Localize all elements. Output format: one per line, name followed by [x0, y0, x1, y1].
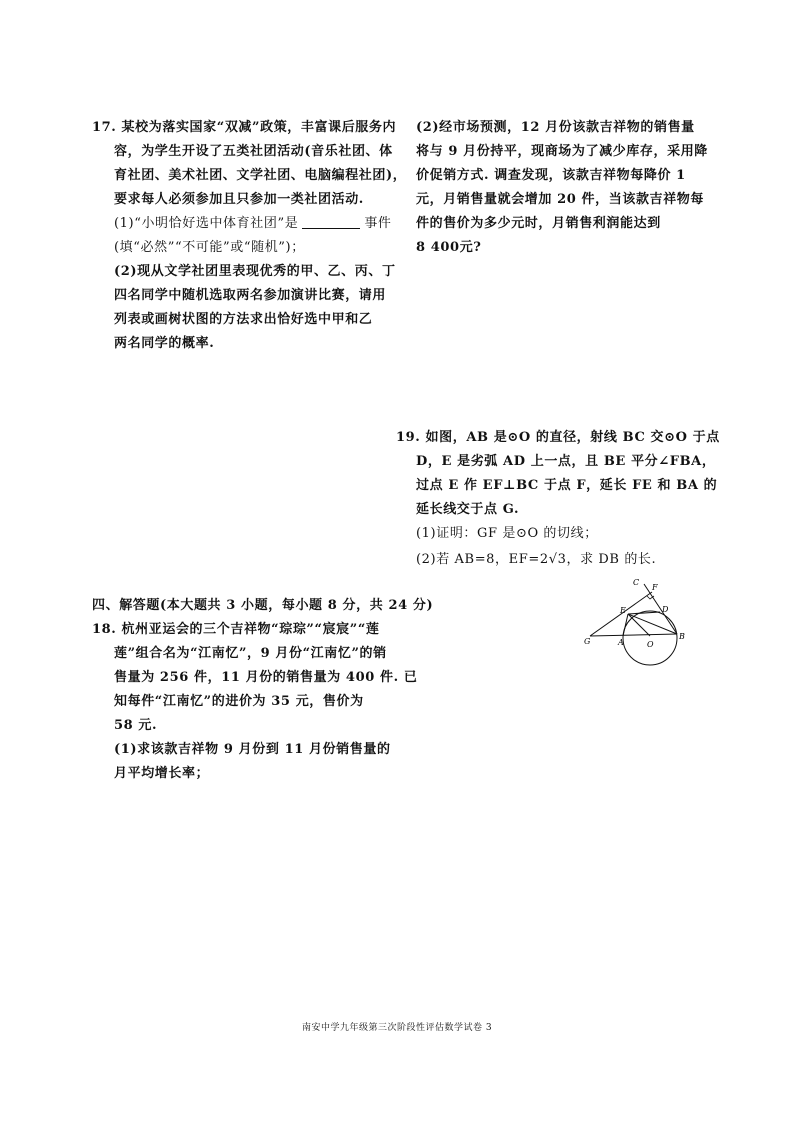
q18-line-4: 知每件“江南忆”的进价为 35 元，售价为 [114, 694, 364, 709]
q18-line-3: 售量为 256 件，11 月份的销售量为 400 件. 已 [114, 670, 418, 685]
label-b: B [679, 632, 685, 641]
q19-line-3: 过点 E 作 EF⊥BC 于点 F，延长 FE 和 BA 的 [416, 478, 718, 493]
section-4-heading: 四、解答题(本大题共 3 小题，每小题 8 分，共 24 分) [92, 598, 434, 613]
line-ae [623, 614, 628, 636]
line-ed [628, 612, 660, 614]
q18-line-1: 18. 杭州亚运会的三个吉祥物“琮琮”“宸宸”“莲 [92, 622, 380, 637]
page-footer: 南安中学九年级第三次阶段性评估数学试卷 3 [301, 1023, 493, 1033]
line-oe [628, 614, 650, 636]
q17-part1 [114, 216, 392, 232]
circle-o [623, 611, 677, 665]
q18-part1-line-2: 月平均增长率； [114, 766, 210, 781]
q19-line-1: 19. 如图，AB 是⊙O 的直径，射线 BC 交⊙O 于点 [396, 430, 720, 445]
label-g: G [584, 637, 591, 646]
q18-part2-line-3: 价促销方式. 调查发现，该款吉祥物每降价 1 [416, 168, 686, 183]
q17-part1-before: (1)“小明恰好选中体育社团”是 [114, 216, 299, 231]
q18-part1-line-1: (1)求该款吉祥物 9 月份到 11 月份销售量的 [114, 742, 391, 757]
line-gb [590, 634, 677, 636]
q19-part1: (1)证明：GF 是⊙O 的切线； [416, 526, 598, 541]
q18-part2-line-4: 元，月销售量就会增加 20 件，当该款吉祥物每 [416, 192, 704, 207]
label-d: D [662, 605, 669, 614]
q18-part2-line-2: 将与 9 月份持平，现商场为了减少库存，采用降 [416, 144, 708, 159]
label-c: C [633, 578, 640, 587]
label-a: A [618, 638, 624, 647]
label-f: F [652, 583, 658, 592]
q17-line-2: 容，为学生开设了五类社团活动(音乐社团、体 [114, 144, 393, 159]
q17-part2-line-1: (2)现从文学社团里表现优秀的甲、乙、丙、丁 [114, 264, 396, 279]
q18-line-2: 莲”组合名为“江南忆”，9 月份“江南忆”的销 [114, 646, 387, 661]
q17-line-4: 要求每人必须参加且只参加一类社团活动. [114, 192, 364, 207]
q17-line-1: 17. 某校为落实国家“双减”政策，丰富课后服务内 [92, 120, 397, 135]
ray-bc [644, 584, 677, 634]
q17-part1-after: 事件 [364, 216, 392, 231]
answer-blank[interactable] [302, 216, 360, 229]
q19-line-2: D，E 是劣弧 AD 上一点，且 BE 平分∠FBA， [416, 454, 716, 469]
q18-part2-line-6: 8 400元? [416, 240, 482, 255]
q17-line-3: 育社团、美术社团、文学社团、电脑编程社团)， [114, 168, 407, 183]
line-be [628, 614, 677, 634]
label-o: O [647, 640, 654, 649]
q17-part2-line-3: 列表或画树状图的方法求出恰好选中甲和乙 [114, 312, 373, 327]
q18-part2-line-1: (2)经市场预测，12 月份该款吉祥物的销售量 [416, 120, 695, 135]
label-e: E [620, 606, 626, 615]
q19-part2: (2)若 AB=8，EF=2√3，求 DB 的长. [416, 552, 657, 567]
q17-part1-line-2: (填“必然”“不可能”或“随机”)； [114, 240, 305, 255]
q18-part2-line-5: 件的售价为多少元时，月销售利润能达到 [416, 216, 661, 231]
q18-line-5: 58 元. [114, 718, 158, 733]
q19-line-4: 延长线交于点 G. [416, 502, 520, 517]
q17-part2-line-2: 四名同学中随机选取两名参加演讲比赛，请用 [114, 288, 387, 303]
q19-geometry-figure [580, 572, 690, 672]
q17-part2-line-4: 两名同学的概率. [114, 336, 215, 351]
